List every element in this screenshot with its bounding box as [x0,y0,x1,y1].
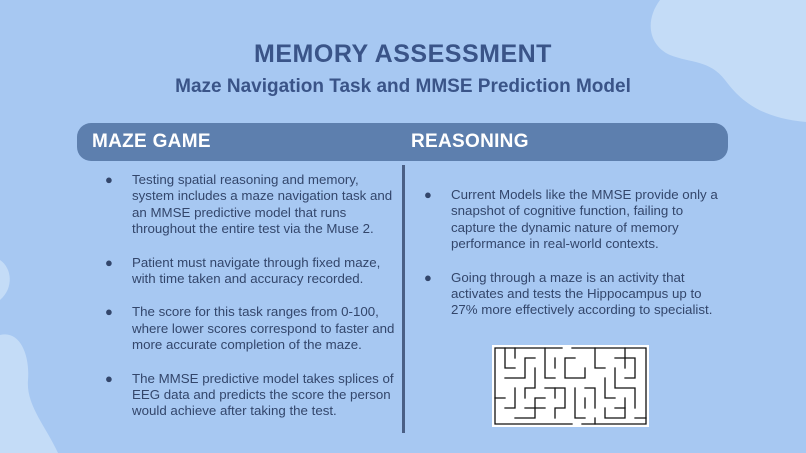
reasoning-heading: REASONING [411,131,529,152]
decorative-blob-left [0,260,20,300]
bullet-text: The score for this task ranges from 0-100, where lower scores correspond to faster and more accurate completion of the maze. [132,304,395,353]
bullet-text: Patient must navigate through fixed maze, with time taken and accuracy recorded. [132,254,381,287]
bullet-icon: ● [105,172,113,187]
reasoning-bullet-list [424,187,721,319]
bullet-icon: ● [105,370,113,386]
slide-subtitle: Maze Navigation Task and MMSE Prediction Model [175,76,631,97]
list-item [424,187,721,253]
list-item [105,304,400,353]
list-item [105,370,400,420]
bullet-text: Going through a maze is an activity that activates and tests the Hippocampus up to 27% more effectively according to specialist. [451,269,713,318]
bullet-text: Current Models like the MMSE provide only a snapshot of cognitive function, failing to capture the dynamic nature of memory performance in real-world contexts. [451,187,718,252]
decorative-blob-bottom-left [0,330,60,453]
maze-game-bullet-list [105,172,400,420]
list-item [105,172,400,238]
bullet-text: The MMSE predictive model takes splices of EEG data and predicts the score the person would achieve after taking the test. [132,370,394,419]
slide-title: MEMORY ASSESSMENT [254,40,552,68]
bullet-icon: ● [105,254,113,270]
maze-icon [492,345,649,427]
bullet-text: Testing spatial reasoning and memory, system includes a maze navigation task and an MMSE predictive model that runs throughout the entire test via the Muse 2. [132,172,393,237]
list-item [105,254,400,288]
list-item [424,269,721,319]
column-divider [402,165,405,433]
maze-game-heading: MAZE GAME [92,131,211,152]
bullet-icon: ● [424,187,432,202]
bullet-icon: ● [424,269,432,285]
bullet-icon: ● [105,304,113,320]
